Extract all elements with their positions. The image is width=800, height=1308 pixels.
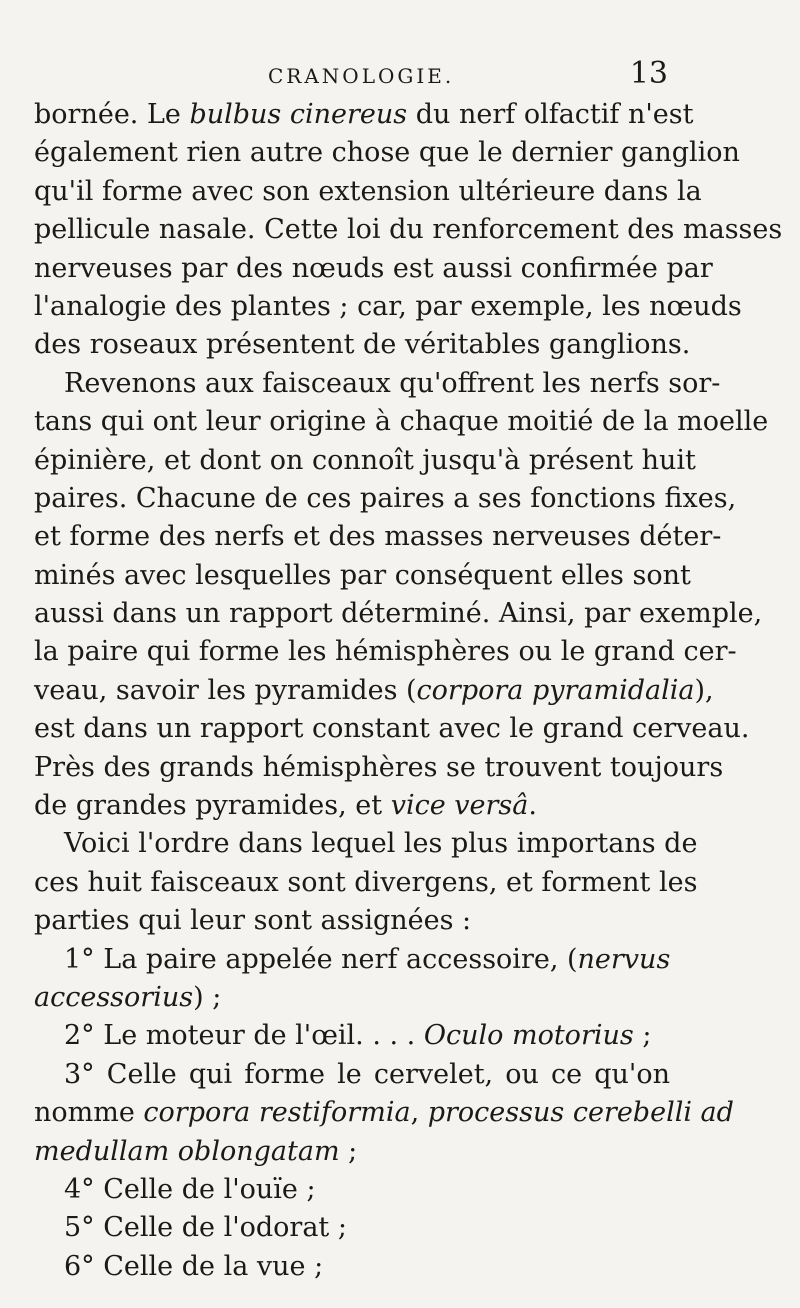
text-line: aussi dans un rapport déterminé. Ainsi, par exemple, <box>34 598 763 630</box>
text-line: également rien autre chose que le dernier ganglion <box>34 137 740 169</box>
text-line: 4° Celle de l'ouïe ; <box>64 1173 316 1205</box>
text-line: accessorius) ; <box>34 981 222 1013</box>
text-line: la paire qui forme les hémisphères ou le grand cer- <box>34 636 737 668</box>
paragraph <box>34 96 783 365</box>
text-line: pellicule nasale. Cette loi du renforcement des masses <box>34 214 783 246</box>
enumerated-list <box>34 941 734 1287</box>
italic-term: medullam oblongatam <box>34 1135 340 1167</box>
paragraph <box>34 365 769 826</box>
text-line: Près des grands hémisphères se trouvent toujours <box>34 751 724 783</box>
text-line: medullam oblongatam ; <box>34 1135 358 1167</box>
text-line: 2° Le moteur de l'œil. . . . Oculo motorius ; <box>64 1020 652 1052</box>
italic-term: corpora pyramidalia <box>416 674 695 706</box>
list-item <box>34 1171 670 1209</box>
text-line: et forme des nerfs et des masses nerveuses déter- <box>34 521 722 553</box>
italic-term: processus cerebelli ad <box>427 1097 734 1129</box>
text-line: de grandes pyramides, et vice versâ. <box>34 790 537 822</box>
text-line: tans qui ont leur origine à chaque moitié de la moelle <box>34 406 769 438</box>
italic-term: corpora restiformia <box>143 1097 411 1129</box>
page-number: 13 <box>629 56 668 91</box>
list-item <box>34 1248 670 1286</box>
paragraph <box>34 825 698 940</box>
text-line: 1° La paire appelée nerf accessoire, (nervus <box>64 943 671 975</box>
body-text <box>34 96 783 1286</box>
text-line: ces huit faisceaux sont divergens, et forment les <box>34 866 698 898</box>
italic-term: accessorius <box>34 981 194 1013</box>
text-line: est dans un rapport constant avec le grand cerveau. <box>34 713 750 745</box>
italic-term: vice versâ <box>390 790 529 822</box>
text-line: minés avec lesquelles par conséquent elles sont <box>34 559 691 591</box>
text-line: Voici l'ordre dans lequel les plus importans de <box>64 828 698 860</box>
page-header <box>36 56 668 96</box>
text-line: épinière, et dont on connoît jusqu'à présent huit <box>34 444 696 476</box>
running-head: CRANOLOGIE. <box>268 64 455 88</box>
list-item <box>34 1056 734 1171</box>
text-line: parties qui leur sont assignées : <box>34 905 472 937</box>
text-line: 5° Celle de l'odorat ; <box>64 1212 347 1244</box>
list-item <box>34 1209 670 1247</box>
list-item <box>34 1017 670 1055</box>
text-line: 3° Celle qui forme le cervelet, ou ce qu'on <box>64 1058 670 1090</box>
text-line: l'analogie des plantes ; car, par exemple, les nœuds <box>34 290 742 322</box>
text-line: Revenons aux faisceaux qu'offrent les nerfs sor- <box>64 367 721 399</box>
italic-term: nervus <box>577 943 671 975</box>
italic-term: Oculo motorius <box>423 1020 634 1052</box>
text-line: des roseaux présentent de véritables ganglions. <box>34 329 691 361</box>
italic-term: bulbus cinereus <box>189 99 408 130</box>
text-line: veau, savoir les pyramides (corpora pyramidalia), <box>34 674 714 706</box>
list-item <box>34 941 670 1018</box>
text-line: bornée. Le bulbus cinereus du nerf olfactif n'est <box>34 99 694 130</box>
text-line: nomme corpora restiformia, processus cerebelli ad <box>34 1097 734 1129</box>
text-line: 6° Celle de la vue ; <box>64 1250 324 1282</box>
text-line: paires. Chacune de ces paires a ses fonctions fixes, <box>34 482 737 514</box>
text-line: nerveuses par des nœuds est aussi confirmée par <box>34 252 713 284</box>
text-line: qu'il forme avec son extension ultérieure dans la <box>34 175 702 207</box>
